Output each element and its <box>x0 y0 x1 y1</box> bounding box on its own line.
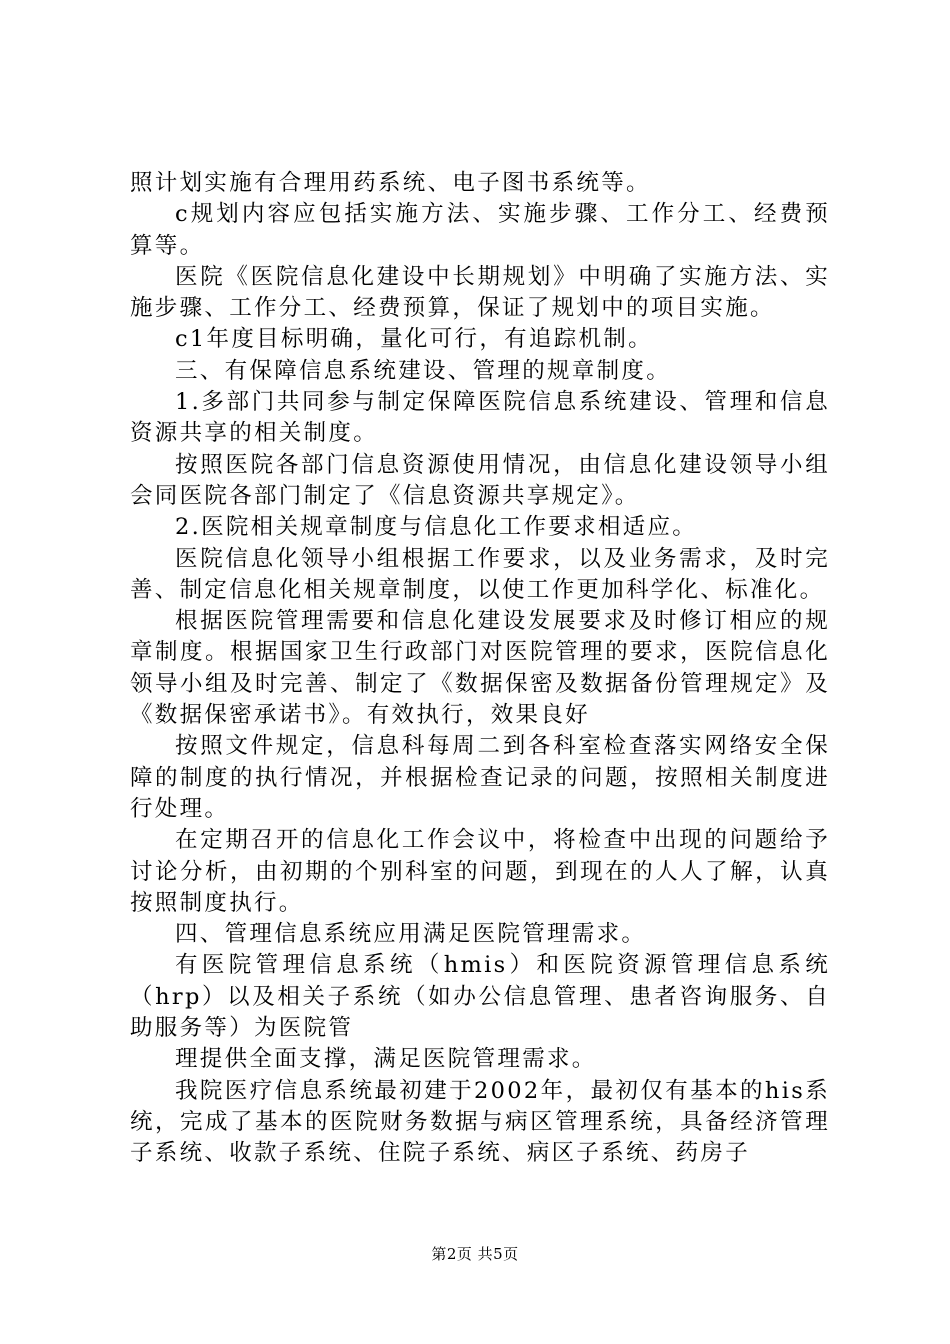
paragraph: 我院医疗信息系统最初建于2002年，最初仅有基本的his系统，完成了基本的医院财务数据与病区管理系统，具备经济管理子系统、收款子系统、住院子系统、病区子系统、药房子 <box>130 1077 830 1167</box>
paragraph: c规划内容应包括实施方法、实施步骤、工作分工、经费预算等。 <box>130 201 830 259</box>
paragraph: 有医院管理信息系统（hmis）和医院资源管理信息系统（hrp）以及相关子系统（如办公信息管理、患者咨询服务、自助服务等）为医院管 <box>130 952 830 1042</box>
paragraph: 1.多部门共同参与制定保障医院信息系统建设、管理和信息资源共享的相关制度。 <box>130 389 830 447</box>
page-number: 第2页 共5页 <box>431 1245 519 1263</box>
paragraph: 照计划实施有合理用药系统、电子图书系统等。 <box>130 170 651 196</box>
paragraph: 在定期召开的信息化工作会议中，将检查中出现的问题给予讨论分析，由初期的个别科室的问题，到现在的人人了解，认真按照制度执行。 <box>130 827 830 916</box>
section-heading: 四、管理信息系统应用满足医院管理需求。 <box>175 921 647 948</box>
paragraph: 根据医院管理需要和信息化建设发展要求及时修订相应的规章制度。根据国家卫生行政部门对医院管理的要求，医院信息化领导小组及时完善、制定了《数据保密及数据备份管理规定》及《数据保密承诺书》。有效执行，效果良好 <box>130 608 830 729</box>
paragraph: 按照医院各部门信息资源使用情况，由信息化建设领导小组会同医院各部门制定了《信息资源共享规定》。 <box>130 451 830 509</box>
paragraph: 按照文件规定，信息科每周二到各科室检查落实网络安全保障的制度的执行情况，并根据检查记录的问题，按照相关制度进行处理。 <box>130 733 830 822</box>
paragraph: 2.医院相关规章制度与信息化工作要求相适应。 <box>175 514 698 541</box>
paragraph: 医院《医院信息化建设中长期规划》中明确了实施方法、实施步骤、工作分工、经费预算，保证了规划中的项目实施。 <box>130 263 830 322</box>
paragraph: 医院信息化领导小组根据工作要求，以及业务需求，及时完善、制定信息化相关规章制度，以使工作更加科学化、标准化。 <box>130 545 830 603</box>
document-body <box>130 168 830 1170</box>
paragraph: 理提供全面支撑，满足医院管理需求。 <box>175 1046 597 1073</box>
section-heading: 三、有保障信息系统建设、管理的规章制度。 <box>175 357 672 384</box>
paragraph: c1年度目标明确，量化可行，有追踪机制。 <box>175 326 653 353</box>
